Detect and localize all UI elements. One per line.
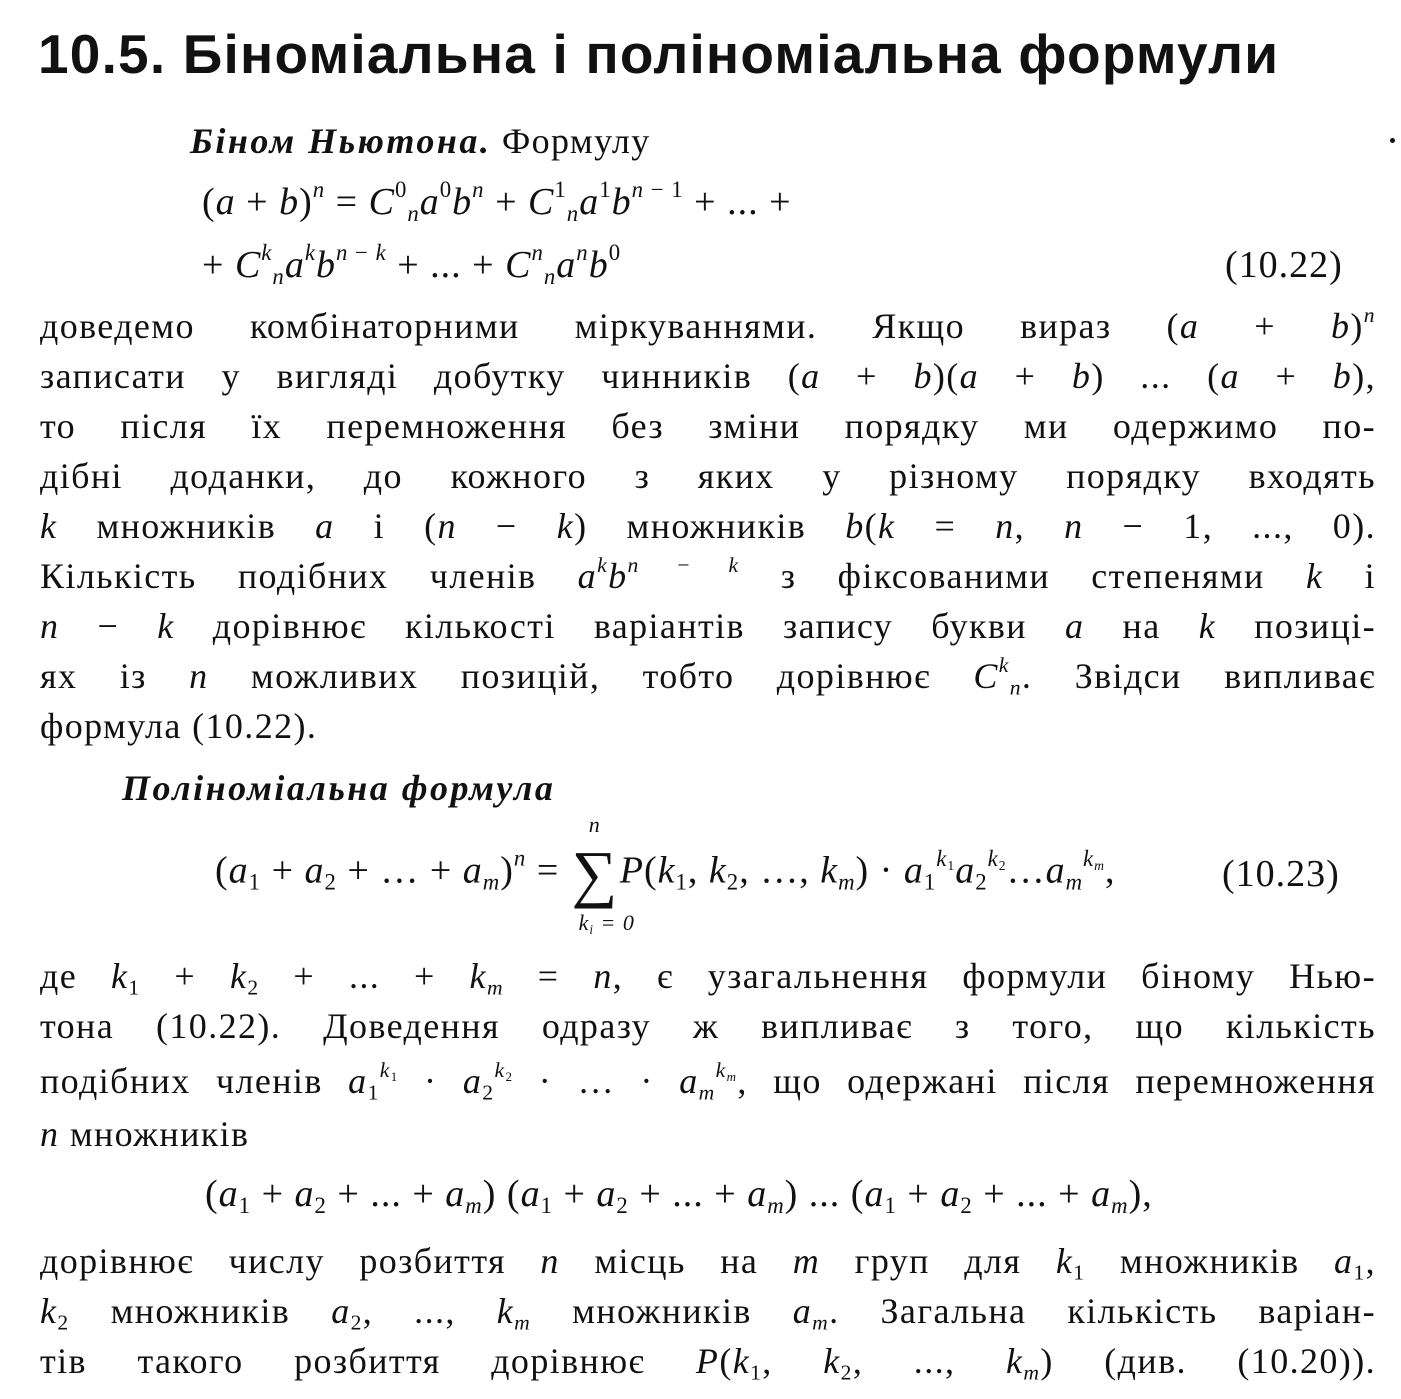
para1-line-7: n − k дорівнює кількості варіантів запису букви a на k позиці- [40,606,1376,646]
para1-line-8: ях із n можливих позицій, тобто дорівнює $C^k_n$. Звідси випливає [40,652,1376,700]
equation-10-23: ($a_1 + a_2$ + … + $a_m)^n$ = n ∑ $k_i = 0$ $P(k_1$, $k_2$, …, $k_m$) · $a_1^{k_1}a_2^{k_2}\dots a_m^{k_m}$, [215,812,1116,937]
para1-line-3: то після їх перемноження без зміни порядку ми одержимо по- [40,406,1376,446]
poly-subheading: Поліноміальна формула [122,768,556,808]
para3-line-1: дорівнює числу розбиття n місць на m груп для $k_1$ множників $a_1$, [40,1241,1377,1285]
summation-sign: n ∑ $k_i = 0$ [571,812,635,937]
equation-10-23-number: (10.23) [1222,853,1340,895]
binom-subheading: Біном Ньютона. [190,121,492,161]
para1-line-9: формула (10.22). [40,706,318,746]
para2-line-4: n множників [40,1114,250,1154]
para3-line-2: $k_2$ множників $a_2$, ..., $k_m$ множників $a_m$. Загальна кількість варіан- [40,1291,1376,1335]
para2-line-2: тона (10.22). Доведення одразу ж випливає з того, що кількість [40,1006,1376,1046]
para1-line-2: записати у вигляді добутку чинників (a + b)(a + b) ... (a + b), [40,356,1376,396]
para1-line-5: k множників a і (n − k) множників b(k = n, n − 1, ..., 0). [40,506,1376,546]
para1-line-4: дібні доданки, до кожного з яких у різному порядку входять [40,456,1376,496]
para2-line-1: де $k_1 + k_2$ + ... + $k_m = n$, є узагальнення формули біному Нью- [40,956,1376,1000]
equation-10-22-line-1: $(a + b)^n = C^0_na^0b^n + C^1_na^1b^{n - 1}$ + ... + [202,176,792,226]
equation-10-22-number: (10.22) [1225,244,1343,286]
para2-line-3: подібних членів $a_1^{k_1} \cdot a_2^{k_2}$ · … · $a_m^{k_m}$, що одержані після перемноження [40,1057,1376,1105]
para1-line-1: доведемо комбінаторними міркуваннями. Якщо вираз $(a + b)^n$ [40,302,1376,346]
margin-dot [1390,138,1395,143]
binom-intro: Формулу [501,121,651,161]
para3-line-3: тів такого розбиття дорівнює $P(k_1$, $k_2$, ..., $k_m$) (див. (10.20)). [40,1341,1376,1385]
para1-line-6: Кількість подібних членів $a^kb^{n - k}$ з фіксованими степенями k і [40,552,1376,596]
product-expression: ($a_1 + a_2$ + ... + $a_m$) ($a_1 + a_2$ + ... + $a_m$) ... ($a_1 + a_2$ + ... + $a_m$), [205,1173,1153,1218]
section-heading: 10.5. Біноміальна і поліноміальна формули [38,23,1280,85]
binom-intro-line [190,120,651,162]
equation-10-22-line-2: + $C^k_na^kb^{n - k}$ + ... + $C^n_na^nb^0$ [202,239,622,289]
